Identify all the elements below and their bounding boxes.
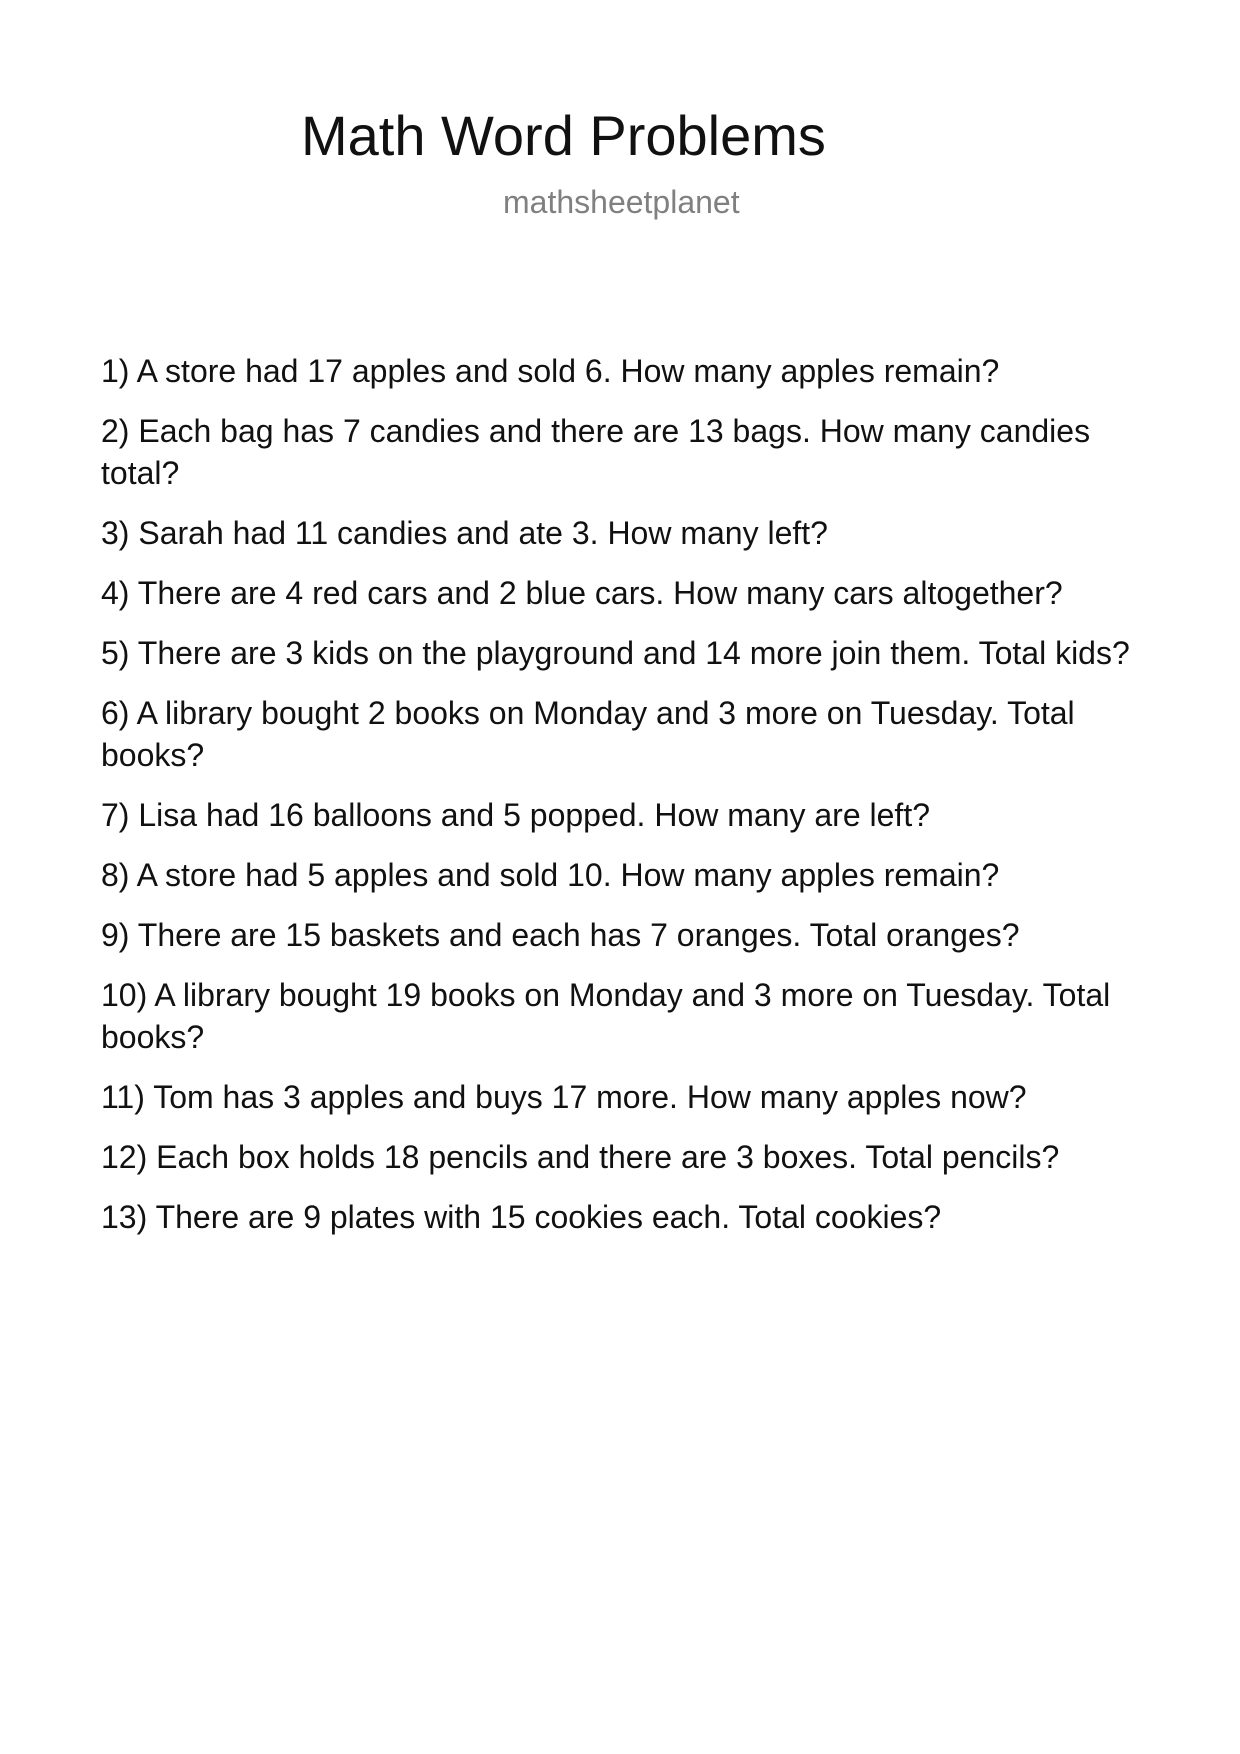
problem-10: 10) A library bought 19 books on Monday and 3 more on Tuesday. Total books? [101,977,1111,1055]
problem-4: 4) There are 4 red cars and 2 blue cars. How many cars altogether? [101,575,1063,611]
problem-12: 12) Each box holds 18 pencils and there are 3 boxes. Total pencils? [101,1139,1060,1175]
problem-8: 8) A store had 5 apples and sold 10. How many apples remain? [101,857,1000,893]
problem-13: 13) There are 9 plates with 15 cookies each. Total cookies? [101,1199,942,1235]
problem-9: 9) There are 15 baskets and each has 7 oranges. Total oranges? [101,917,1020,953]
page-title: Math Word Problems [301,104,826,167]
problem-2: 2) Each bag has 7 candies and there are 13 bags. How many candies total? [101,413,1091,491]
problem-11: 11) Tom has 3 apples and buys 17 more. How many apples now? [101,1079,1027,1115]
problem-3: 3) Sarah had 11 candies and ate 3. How many left? [101,515,828,551]
site-name: mathsheetplanet [503,184,740,220]
problem-6: 6) A library bought 2 books on Monday and 3 more on Tuesday. Total books? [101,695,1075,773]
problem-5: 5) There are 3 kids on the playground and 14 more join them. Total kids? [101,635,1130,671]
problem-7: 7) Lisa had 16 balloons and 5 popped. How many are left? [101,797,930,833]
problem-1: 1) A store had 17 apples and sold 6. How many apples remain? [101,353,1000,389]
problem-list [101,350,1151,1256]
